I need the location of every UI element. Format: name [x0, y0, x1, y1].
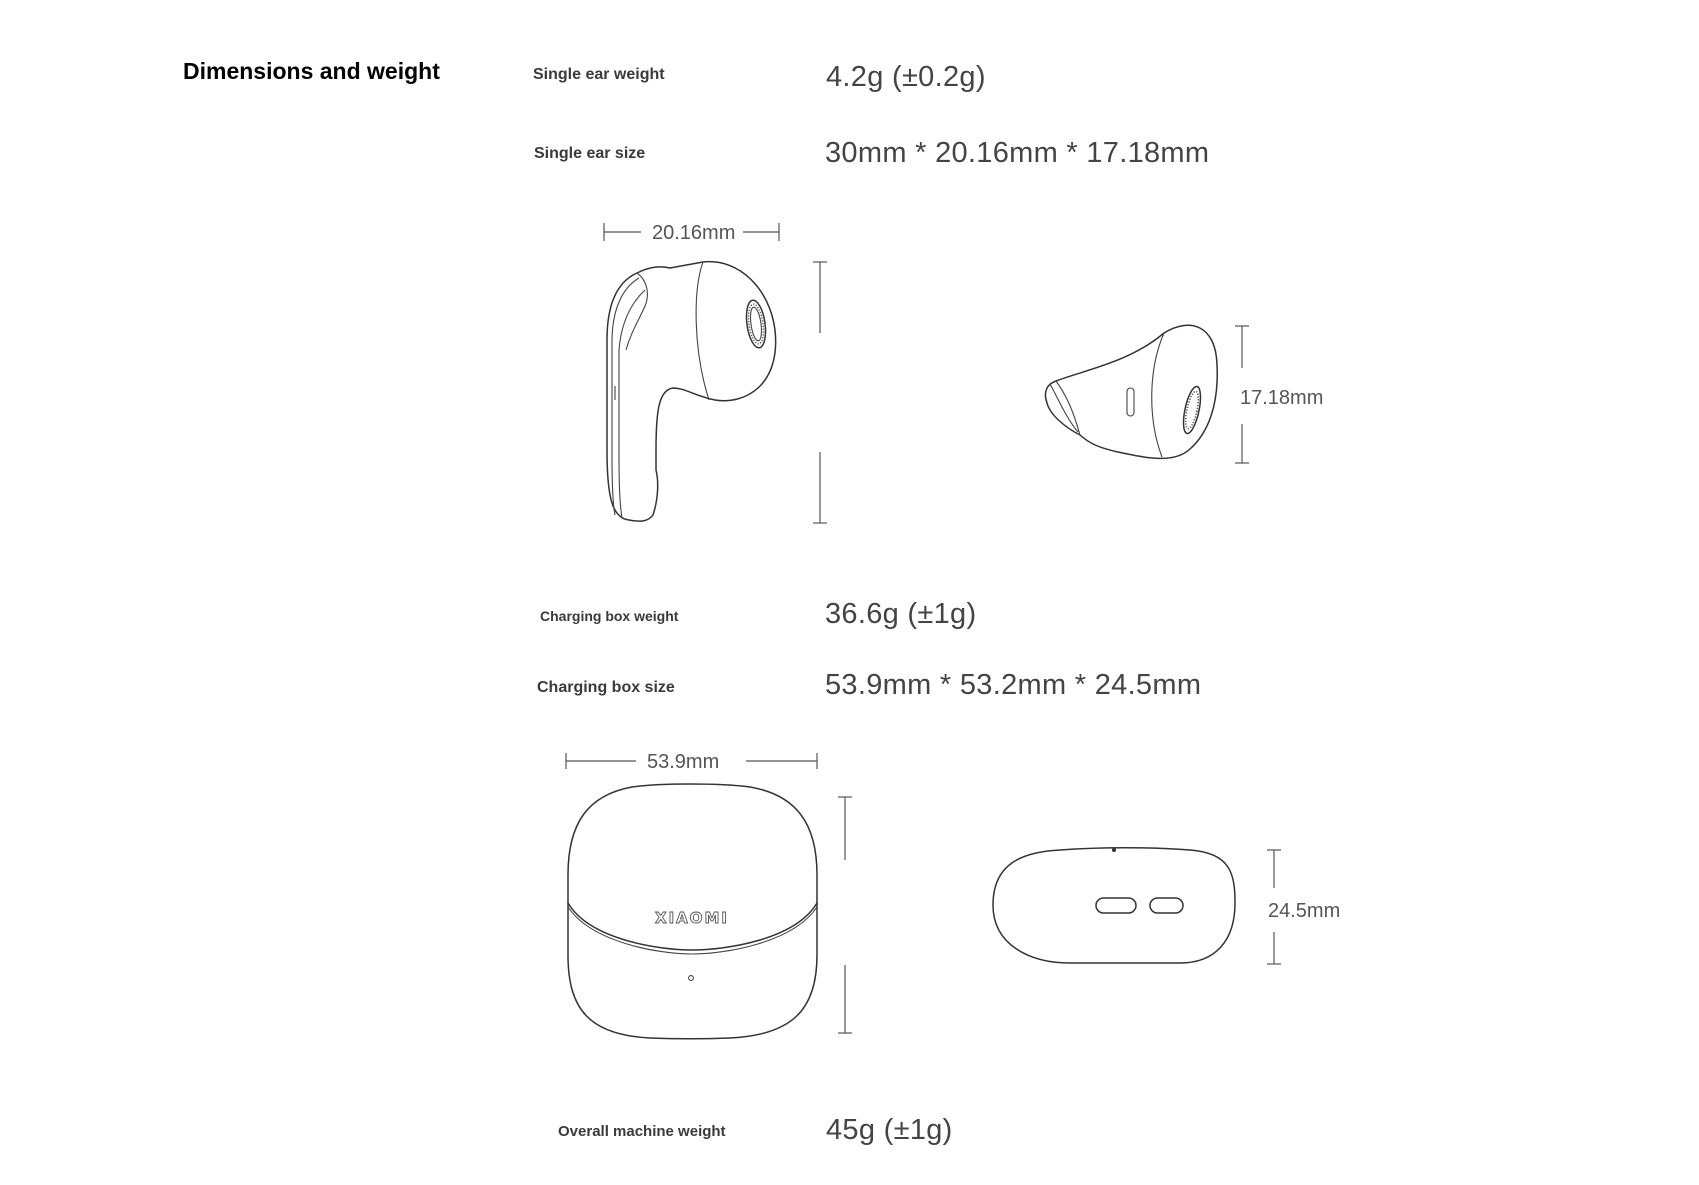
- earbud-front-drawing: [595, 210, 835, 530]
- earbud-side-drawing: [1040, 320, 1324, 480]
- charging-box-weight-label: Charging box weight: [540, 608, 679, 624]
- single-ear-size-value: 30mm * 20.16mm * 17.18mm: [825, 137, 1210, 169]
- earbud-side-icon: [1045, 325, 1217, 458]
- case-width-label: 53.9mm: [647, 751, 720, 773]
- charging-case-side-icon: [993, 848, 1235, 963]
- charging-case-front-icon: [568, 784, 817, 1039]
- case-side-drawing: [990, 845, 1370, 975]
- earbud-side-height-label: 17.18mm: [1240, 387, 1324, 409]
- case-logo-text: XIAOMI: [655, 909, 730, 927]
- charging-box-weight-value: 36.6g (±1g): [825, 598, 977, 630]
- earbud-width-label: 20.16mm: [652, 222, 736, 244]
- charging-box-size-label: Charging box size: [537, 679, 675, 696]
- overall-weight-label: Overall machine weight: [558, 1123, 726, 1140]
- earbud-front-icon: [607, 262, 776, 521]
- single-ear-size-label: Single ear size: [534, 145, 646, 162]
- charging-box-size-value: 53.9mm * 53.2mm * 24.5mm: [825, 669, 1202, 701]
- case-front-drawing: [560, 745, 860, 1045]
- single-ear-weight-label: Single ear weight: [533, 66, 665, 83]
- overall-weight-value: 45g (±1g): [826, 1114, 953, 1146]
- single-ear-weight-value: 4.2g (±0.2g): [826, 61, 986, 93]
- case-side-height-label: 24.5mm: [1268, 900, 1341, 922]
- section-title: Dimensions and weight: [183, 58, 440, 84]
